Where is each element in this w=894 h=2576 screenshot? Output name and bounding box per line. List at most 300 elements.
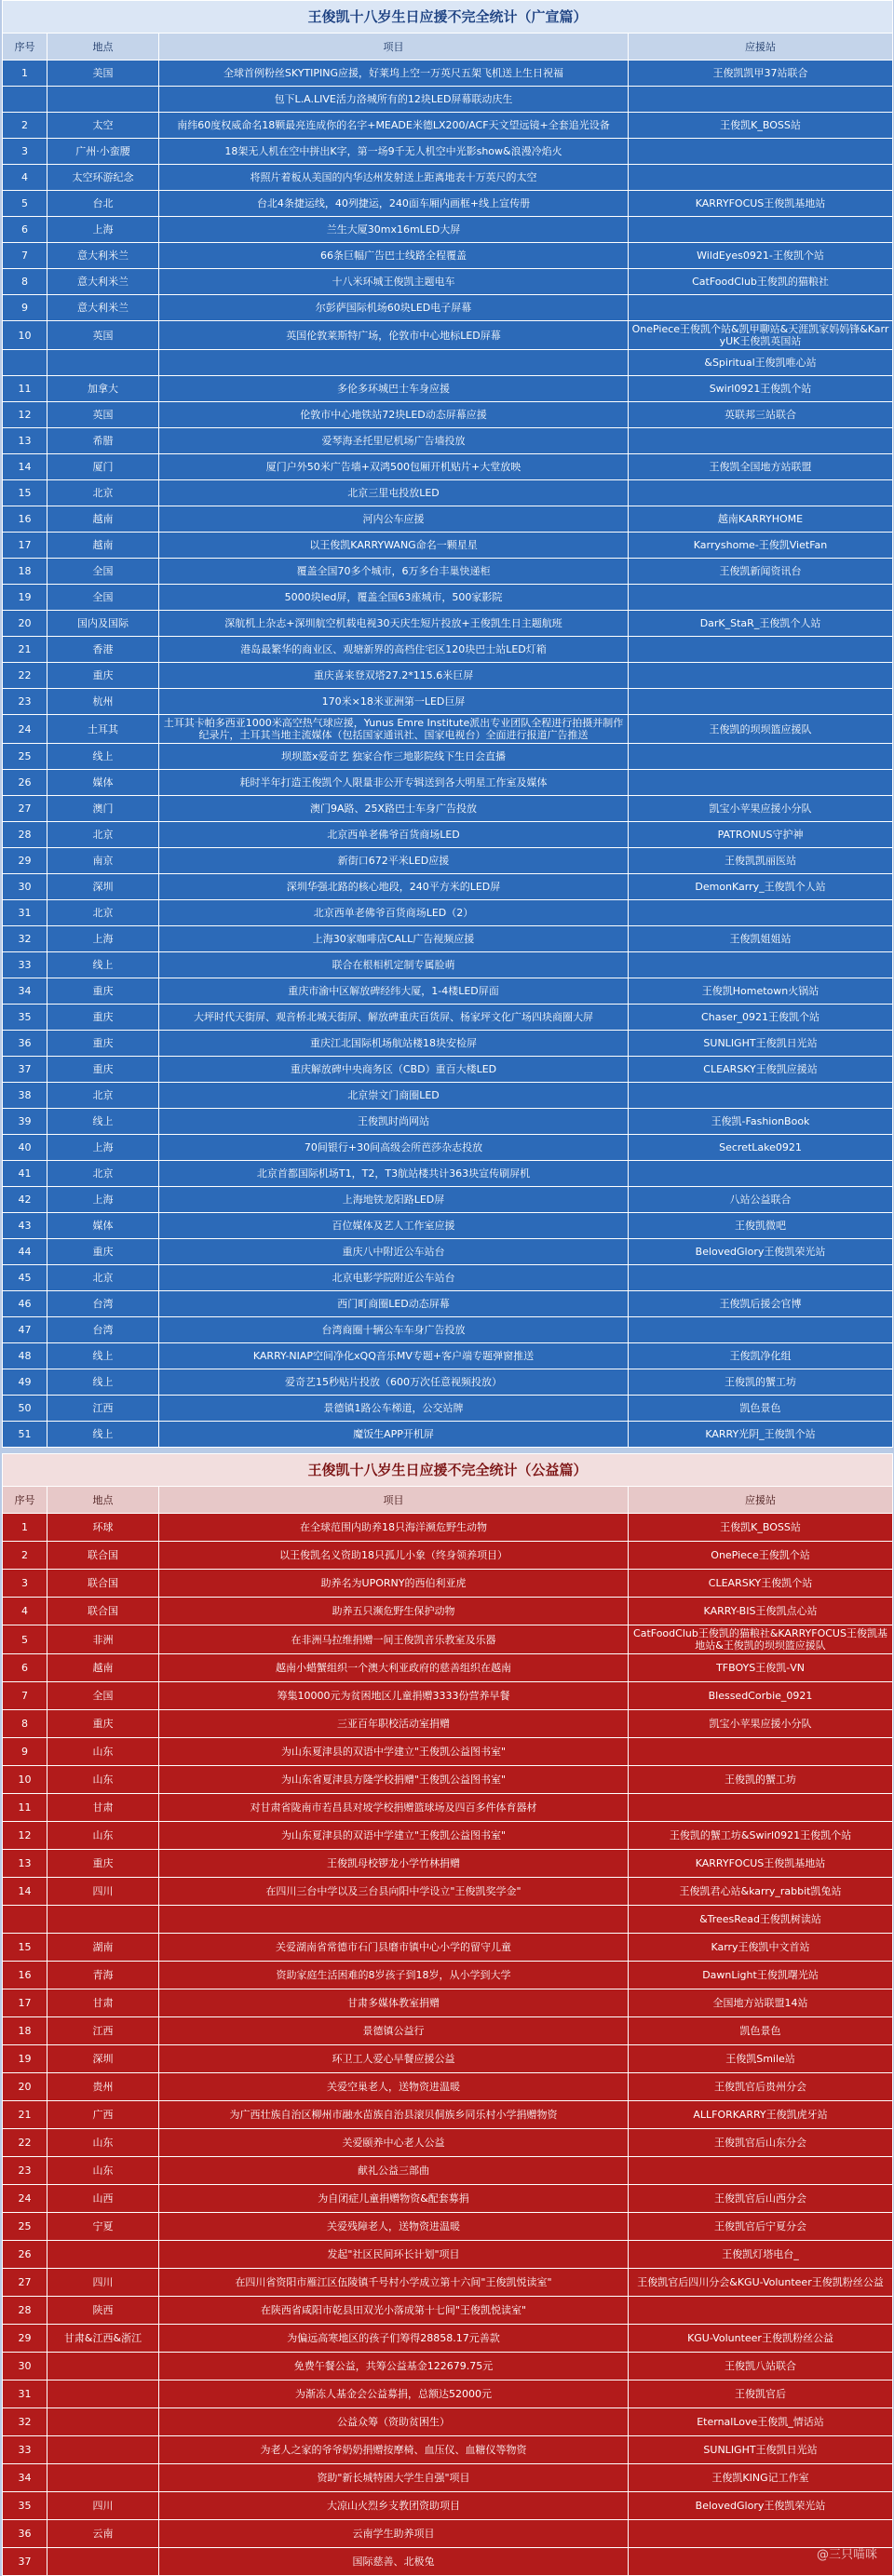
promo-cell-col-station — [629, 217, 893, 243]
promo-cell-col-project: 重庆喜来登双塔27.2*115.6米巨屏 — [159, 663, 629, 689]
charity-cell-col-station: 王俊凯八站联合 — [629, 2353, 893, 2380]
charity-cell-col-index: 6 — [3, 1654, 47, 1682]
charity-cell-col-location — [47, 1906, 159, 1934]
promo-cell-col-location: 线上 — [47, 1369, 159, 1396]
charity-header-col-station: 应援站 — [629, 1487, 893, 1514]
table-row — [3, 165, 893, 191]
promo-cell-col-location: 重庆 — [47, 1057, 159, 1083]
promo-cell-col-index: 49 — [3, 1369, 47, 1396]
table-row — [3, 2045, 893, 2073]
promo-cell-col-location: 北京 — [47, 1265, 159, 1291]
charity-cell-col-index — [3, 1906, 47, 1934]
charity-cell-col-index: 9 — [3, 1738, 47, 1766]
charity-cell-col-station: 王俊凯官后 — [629, 2380, 893, 2408]
charity-cell-col-location: 越南 — [47, 1654, 159, 1682]
table-row — [3, 269, 893, 295]
promo-cell-col-station: CatFoodClub王俊凯的猫粮社 — [629, 269, 893, 295]
promo-cell-col-index: 9 — [3, 295, 47, 321]
charity-cell-col-location — [47, 2353, 159, 2380]
table-row — [3, 1682, 893, 1710]
charity-cell-col-project: 为广西壮族自治区柳州市融水苗族自治县滚贝侗族乡同乐村小学捐赠物资 — [159, 2101, 629, 2129]
charity-cell-col-location: 全国 — [47, 1682, 159, 1710]
table-row — [3, 350, 893, 376]
table-row — [3, 1187, 893, 1213]
promo-cell-col-location: 意大利米兰 — [47, 269, 159, 295]
charity-cell-col-location: 山东 — [47, 2157, 159, 2185]
charity-cell-col-station: 凯色景色 — [629, 2017, 893, 2045]
promo-cell-col-station — [629, 1317, 893, 1343]
charity-cell-col-project: 资助家庭生活困难的8岁孩子到18岁，从小学到大学 — [159, 1962, 629, 1989]
charity-cell-col-station: BlessedCorbie_0921 — [629, 1682, 893, 1710]
promo-cell-col-location: 全国 — [47, 585, 159, 611]
table-row — [3, 1369, 893, 1396]
charity-header-row — [3, 1487, 893, 1514]
promo-cell-col-index: 6 — [3, 217, 47, 243]
charity-cell-col-index: 37 — [3, 2548, 47, 2576]
charity-cell-col-project: 三亚百年职校活动室捐赠 — [159, 1710, 629, 1738]
charity-cell-col-project: 在全球范围内助养18只海洋濒危野生动物 — [159, 1514, 629, 1542]
charity-cell-col-index: 29 — [3, 2325, 47, 2353]
charity-cell-col-index: 18 — [3, 2017, 47, 2045]
promo-cell-col-project: 上海30家咖啡店CALL广告视频应援 — [159, 926, 629, 952]
promo-cell-col-station: 王俊凯净化组 — [629, 1343, 893, 1369]
charity-cell-col-index: 26 — [3, 2241, 47, 2269]
promo-cell-col-project: 覆盖全国70多个城市，6万多台丰巢快递柜 — [159, 559, 629, 585]
promo-cell-col-station: Chaser_0921王俊凯个站 — [629, 1005, 893, 1031]
promo-cell-col-station: 王俊凯Hometown火锅站 — [629, 978, 893, 1005]
charity-cell-col-project: 公益众筹（资助贫困生） — [159, 2408, 629, 2436]
promo-cell-col-location: 重庆 — [47, 663, 159, 689]
promo-cell-col-station: 王俊凯-FashionBook — [629, 1109, 893, 1135]
charity-cell-col-project: 景德镇公益行 — [159, 2017, 629, 2045]
charity-cell-col-index: 4 — [3, 1598, 47, 1625]
promo-cell-col-location: 台湾 — [47, 1291, 159, 1317]
table-row — [3, 796, 893, 822]
promo-cell-col-project: 66条巨幅广告巴士线路全程覆盖 — [159, 243, 629, 269]
charity-cell-col-station — [629, 2297, 893, 2325]
promo-cell-col-index: 43 — [3, 1213, 47, 1239]
promo-cell-col-location: 重庆 — [47, 1005, 159, 1031]
promo-cell-col-station: 王俊凯凯甲37站联合 — [629, 61, 893, 87]
promo-cell-col-location: 杭州 — [47, 689, 159, 715]
charity-cell-col-index: 5 — [3, 1625, 47, 1654]
promo-cell-col-index: 28 — [3, 822, 47, 848]
promo-cell-col-location: 线上 — [47, 1343, 159, 1369]
promo-cell-col-project: 5000块led屏，覆盖全国63座城市，500家影院 — [159, 585, 629, 611]
promo-cell-col-location: 重庆 — [47, 978, 159, 1005]
promo-cell-col-station: WildEyes0921-王俊凯个站 — [629, 243, 893, 269]
promo-cell-col-project: 将照片着板从美国的内华达州发射送上距离地表十万英尺的太空 — [159, 165, 629, 191]
promo-cell-col-index — [3, 87, 47, 113]
promo-cell-col-location: 希腊 — [47, 428, 159, 454]
table-row — [3, 1291, 893, 1317]
promo-cell-col-index: 14 — [3, 454, 47, 480]
promo-cell-col-project: 多伦多环城巴士车身应援 — [159, 376, 629, 402]
table-row — [3, 61, 893, 87]
table-row — [3, 1570, 893, 1598]
promo-cell-col-station: Karryshome-王俊凯VietFan — [629, 533, 893, 559]
promo-cell-col-location: 越南 — [47, 533, 159, 559]
promo-cell-col-station: Swirl0921王俊凯个站 — [629, 376, 893, 402]
table-row — [3, 1934, 893, 1962]
promo-cell-col-index: 46 — [3, 1291, 47, 1317]
table-row — [3, 2325, 893, 2353]
charity-cell-col-index: 36 — [3, 2520, 47, 2548]
charity-cell-col-index: 24 — [3, 2185, 47, 2213]
promo-cell-col-project: 台北4条捷运线，40列捷运，240面车厢内画框+线上宣传册 — [159, 191, 629, 217]
promo-cell-col-project: 大坪时代天街屏、观音桥北城天街屏、解放碑重庆百货屏、杨家坪文化广场四块商圈大屏 — [159, 1005, 629, 1031]
promo-cell-col-index: 11 — [3, 376, 47, 402]
charity-cell-col-project: 以王俊凯名义资助18只孤儿小象（终身领养项目） — [159, 1542, 629, 1570]
table-row — [3, 113, 893, 139]
promo-cell-col-project: 70间银行+30间高级会所芭莎杂志投放 — [159, 1135, 629, 1161]
table-row — [3, 295, 893, 321]
promo-cell-col-project: 伦敦市中心地铁站72块LED动态屏幕应援 — [159, 402, 629, 428]
promo-cell-col-station: &Spiritual王俊凯唯心站 — [629, 350, 893, 376]
table-row — [3, 1542, 893, 1570]
table-row — [3, 1654, 893, 1682]
promo-cell-col-station: 王俊凯新闻资讯台 — [629, 559, 893, 585]
charity-cell-col-station: 王俊凯K_BOSS站 — [629, 1514, 893, 1542]
promo-cell-col-index: 51 — [3, 1422, 47, 1448]
charity-cell-col-location: 山东 — [47, 1766, 159, 1794]
promo-cell-col-project: 重庆江北国际机场航站楼18块安检屏 — [159, 1031, 629, 1057]
table-row — [3, 2353, 893, 2380]
table-row — [3, 1161, 893, 1187]
watermark: @三只喵咪 — [817, 2544, 877, 2562]
promo-cell-col-station: SUNLIGHT王俊凯日光站 — [629, 1031, 893, 1057]
charity-cell-col-index: 14 — [3, 1878, 47, 1906]
promo-cell-col-project: 尔彭萨国际机场60块LED电子屏幕 — [159, 295, 629, 321]
promo-cell-col-index: 15 — [3, 480, 47, 506]
promo-cell-col-index: 44 — [3, 1239, 47, 1265]
charity-cell-col-station: Karry王俊凯中文首站 — [629, 1934, 893, 1962]
promo-cell-col-station: PATRONUS守护神 — [629, 822, 893, 848]
promo-cell-col-index: 48 — [3, 1343, 47, 1369]
charity-title: 王俊凯十八岁生日应援不完全统计（公益篇） — [3, 1454, 893, 1487]
table-row — [3, 1962, 893, 1989]
charity-cell-col-project: 助养名为UPORNY的西伯利亚虎 — [159, 1570, 629, 1598]
table-row — [3, 191, 893, 217]
charity-cell-col-index: 19 — [3, 2045, 47, 2073]
table-row — [3, 1514, 893, 1542]
charity-cell-col-location: 山西 — [47, 2185, 159, 2213]
promo-cell-col-index: 8 — [3, 269, 47, 295]
table-row — [3, 454, 893, 480]
promo-cell-col-project: 重庆市渝中区解放碑经纬大厦，1-4楼LED屏面 — [159, 978, 629, 1005]
promo-cell-col-project: 南纬60度权威命名18颗最亮连成你的名字+MEADE米德LX200/ACF天文望远镜+全套追光设备 — [159, 113, 629, 139]
promo-cell-col-location: 香港 — [47, 637, 159, 663]
charity-cell-col-station: 王俊凯的蟹工坊 — [629, 1766, 893, 1794]
promo-cell-col-location: 澳门 — [47, 796, 159, 822]
charity-cell-col-station: BelovedGlory王俊凯荣光站 — [629, 2492, 893, 2520]
promo-cell-col-location: 越南 — [47, 506, 159, 533]
promo-title: 王俊凯十八岁生日应援不完全统计（广宣篇） — [3, 1, 893, 34]
charity-cell-col-index: 23 — [3, 2157, 47, 2185]
promo-cell-col-location: 媒体 — [47, 770, 159, 796]
charity-cell-col-project: 在四川三台中学以及三台县向阳中学设立"王俊凯奖学金" — [159, 1878, 629, 1906]
charity-cell-col-location: 四川 — [47, 2492, 159, 2520]
table-row — [3, 506, 893, 533]
promo-cell-col-index: 17 — [3, 533, 47, 559]
promo-cell-col-index: 50 — [3, 1396, 47, 1422]
table-row — [3, 689, 893, 715]
table-row — [3, 822, 893, 848]
charity-cell-col-location: 陕西 — [47, 2297, 159, 2325]
promo-cell-col-project: 北京三里屯投放LED — [159, 480, 629, 506]
promo-cell-col-location: 意大利米兰 — [47, 295, 159, 321]
charity-cell-col-location: 山东 — [47, 2129, 159, 2157]
promo-cell-col-location: 江西 — [47, 1396, 159, 1422]
promo-cell-col-station — [629, 1083, 893, 1109]
promo-cell-col-location: 台北 — [47, 191, 159, 217]
charity-cell-col-project: 在陕西省咸阳市乾县田双光小落成第十七间"王俊凯悦读室" — [159, 2297, 629, 2325]
charity-cell-col-station: CLEARSKY王俊凯个站 — [629, 1570, 893, 1598]
table-row — [3, 1625, 893, 1654]
promo-cell-col-station: 王俊凯全国地方站联盟 — [629, 454, 893, 480]
charity-cell-col-project: 为自闭症儿童捐赠物资&配套募捐 — [159, 2185, 629, 2213]
charity-cell-col-station — [629, 2157, 893, 2185]
table-row — [3, 2436, 893, 2464]
charity-cell-col-location: 宁夏 — [47, 2213, 159, 2241]
promo-cell-col-station — [629, 689, 893, 715]
charity-cell-col-location: 山东 — [47, 1822, 159, 1850]
charity-cell-col-location — [47, 2464, 159, 2492]
table-row — [3, 1766, 893, 1794]
charity-cell-col-project: 关爱颐养中心老人公益 — [159, 2129, 629, 2157]
charity-cell-col-station: EternalLove王俊凯_情话站 — [629, 2408, 893, 2436]
promo-cell-col-station: OnePiece王俊凯个站&凯甲聊站&天涯凯家妈妈锋&KarryUK王俊凯英国站 — [629, 321, 893, 350]
promo-cell-col-index: 4 — [3, 165, 47, 191]
table-row — [3, 376, 893, 402]
charity-cell-col-index: 30 — [3, 2353, 47, 2380]
charity-cell-col-project: 为山东省夏津县方隆学校捐赠"王俊凯公益图书室" — [159, 1766, 629, 1794]
promo-cell-col-station: 王俊凯K_BOSS站 — [629, 113, 893, 139]
promo-cell-col-project: 18架无人机在空中拼出K字，第一场9千无人机空中光影show&浪漫冷焰火 — [159, 139, 629, 165]
charity-cell-col-location: 重庆 — [47, 1710, 159, 1738]
charity-cell-col-location: 湖南 — [47, 1934, 159, 1962]
table-row — [3, 1213, 893, 1239]
promo-cell-col-location: 英国 — [47, 321, 159, 350]
charity-cell-col-project: 为渐冻人基金会公益募捐，总额达52000元 — [159, 2380, 629, 2408]
promo-cell-col-project: 魔饭生APP开机屏 — [159, 1422, 629, 1448]
promo-cell-col-project — [159, 350, 629, 376]
table-row — [3, 1822, 893, 1850]
promo-cell-col-location: 广州·小蛮腰 — [47, 139, 159, 165]
promo-cell-col-index: 13 — [3, 428, 47, 454]
promo-cell-col-station — [629, 480, 893, 506]
charity-cell-col-index: 15 — [3, 1934, 47, 1962]
charity-cell-col-index: 35 — [3, 2492, 47, 2520]
promo-cell-col-index: 5 — [3, 191, 47, 217]
promo-cell-col-station — [629, 1161, 893, 1187]
table-row — [3, 874, 893, 900]
charity-cell-col-location: 重庆 — [47, 1850, 159, 1878]
promo-cell-col-index: 1 — [3, 61, 47, 87]
charity-cell-col-station: TFBOYS王俊凯-VN — [629, 1654, 893, 1682]
promo-cell-col-project: 重庆八中附近公车站台 — [159, 1239, 629, 1265]
table-row — [3, 217, 893, 243]
charity-cell-col-location: 广西 — [47, 2101, 159, 2129]
charity-cell-col-index: 25 — [3, 2213, 47, 2241]
promo-cell-col-index: 35 — [3, 1005, 47, 1031]
promo-cell-col-index: 3 — [3, 139, 47, 165]
promo-cell-col-project: 十八米环城王俊凯主题电车 — [159, 269, 629, 295]
table-row — [3, 1005, 893, 1031]
promo-cell-col-station: 王俊凯凯丽医站 — [629, 848, 893, 874]
charity-cell-col-location: 甘肃 — [47, 1989, 159, 2017]
table-row — [3, 1794, 893, 1822]
table-row — [3, 2241, 893, 2269]
table-row — [3, 480, 893, 506]
charity-cell-col-station — [629, 1794, 893, 1822]
promo-cell-col-project: 全球首例粉丝SKYTIPING应援，好莱坞上空一万英尺五架飞机送上生日祝福 — [159, 61, 629, 87]
table-row — [3, 1710, 893, 1738]
table-row — [3, 1031, 893, 1057]
promo-cell-col-index: 26 — [3, 770, 47, 796]
promo-cell-col-station — [629, 139, 893, 165]
charity-cell-col-location: 四川 — [47, 1878, 159, 1906]
charity-header-col-location: 地点 — [47, 1487, 159, 1514]
promo-cell-col-index: 20 — [3, 611, 47, 637]
charity-cell-col-station: 王俊凯君心站&karry_rabbit凯兔站 — [629, 1878, 893, 1906]
promo-cell-col-project: 澳门9A路、25X路巴士车身广告投放 — [159, 796, 629, 822]
promo-cell-col-station: 凯宝小苹果应援小分队 — [629, 796, 893, 822]
promo-cell-col-location: 上海 — [47, 926, 159, 952]
promo-cell-col-station — [629, 744, 893, 770]
charity-cell-col-index: 12 — [3, 1822, 47, 1850]
promo-cell-col-index: 2 — [3, 113, 47, 139]
promo-cell-col-project: 新街口672平米LED应援 — [159, 848, 629, 874]
promo-cell-col-index: 18 — [3, 559, 47, 585]
charity-cell-col-index: 27 — [3, 2269, 47, 2297]
promo-cell-col-station: KARRY光阴_王俊凯个站 — [629, 1422, 893, 1448]
promo-cell-col-location: 北京 — [47, 1083, 159, 1109]
table-row — [3, 1083, 893, 1109]
promo-cell-col-project: 包下L.A.LIVE活力洛城所有的12块LED屏幕联动庆生 — [159, 87, 629, 113]
promo-cell-col-location: 太空环游纪念 — [47, 165, 159, 191]
promo-cell-col-index: 24 — [3, 715, 47, 744]
promo-cell-col-location: 线上 — [47, 952, 159, 978]
promo-cell-col-location: 媒体 — [47, 1213, 159, 1239]
charity-cell-col-location: 江西 — [47, 2017, 159, 2045]
promo-cell-col-project: 英国伦敦莱斯特广场，伦敦市中心地标LED屏幕 — [159, 321, 629, 350]
table-row — [3, 952, 893, 978]
table-row — [3, 715, 893, 744]
charity-cell-col-index: 32 — [3, 2408, 47, 2436]
promo-cell-col-project: 西门町商圈LED动态屏幕 — [159, 1291, 629, 1317]
charity-header-col-project: 项目 — [159, 1487, 629, 1514]
table-row — [3, 2213, 893, 2241]
promo-cell-col-project: 重庆解放碑中央商务区（CBD）重百大楼LED — [159, 1057, 629, 1083]
table-row — [3, 559, 893, 585]
table-row — [3, 533, 893, 559]
promo-cell-col-location: 北京 — [47, 480, 159, 506]
table-row — [3, 2129, 893, 2157]
charity-cell-col-station: 王俊凯官后宁夏分会 — [629, 2213, 893, 2241]
promo-cell-col-index: 23 — [3, 689, 47, 715]
charity-cell-col-project: 筹集10000元为贫困地区儿童捐赠3333份营养早餐 — [159, 1682, 629, 1710]
promo-cell-col-project: 北京西单老佛爷百货商场LED — [159, 822, 629, 848]
promo-cell-col-station: 王俊凯姐姐站 — [629, 926, 893, 952]
table-row — [3, 2185, 893, 2213]
table-row — [3, 2464, 893, 2492]
charity-cell-col-index: 3 — [3, 1570, 47, 1598]
promo-cell-col-project: 联合在根相机定制专属脸萌 — [159, 952, 629, 978]
table-row — [3, 1317, 893, 1343]
promo-cell-col-location: 意大利米兰 — [47, 243, 159, 269]
promo-cell-col-location: 厦门 — [47, 454, 159, 480]
promo-cell-col-project: 兰生大厦30mx16mLED大屏 — [159, 217, 629, 243]
charity-cell-col-station: 王俊凯Smile站 — [629, 2045, 893, 2073]
charity-cell-col-location: 深圳 — [47, 2045, 159, 2073]
promo-cell-col-location — [47, 350, 159, 376]
promo-cell-col-project: 北京首都国际机场T1，T2，T3航站楼共计363块宣传刷屏机 — [159, 1161, 629, 1187]
promo-cell-col-index: 37 — [3, 1057, 47, 1083]
promo-cell-col-station: 八站公益联合 — [629, 1187, 893, 1213]
charity-cell-col-station: KARRYFOCUS王俊凯基地站 — [629, 1850, 893, 1878]
charity-cell-col-project: 关爱空巢老人，送物资进温暖 — [159, 2073, 629, 2101]
charity-cell-col-station: KGU-Volunteer王俊凯粉丝公益 — [629, 2325, 893, 2353]
charity-cell-col-project: 云南学生助养项目 — [159, 2520, 629, 2548]
promo-header-col-station: 应援站 — [629, 34, 893, 61]
charity-cell-col-project: 甘肃多媒体教室捐赠 — [159, 1989, 629, 2017]
promo-cell-col-location: 上海 — [47, 1187, 159, 1213]
charity-cell-col-project: 为山东夏津县的双语中学建立"王俊凯公益图书室" — [159, 1822, 629, 1850]
charity-cell-col-index: 21 — [3, 2101, 47, 2129]
promo-cell-col-station — [629, 637, 893, 663]
promo-cell-col-index: 7 — [3, 243, 47, 269]
table-row — [3, 1057, 893, 1083]
promo-cell-col-station: DarK_StaR_王俊凯个人站 — [629, 611, 893, 637]
charity-cell-col-index: 17 — [3, 1989, 47, 2017]
charity-cell-col-station: 王俊凯KING记工作室 — [629, 2464, 893, 2492]
charity-header-col-index: 序号 — [3, 1487, 47, 1514]
table-row — [3, 2269, 893, 2297]
promo-cell-col-location: 南京 — [47, 848, 159, 874]
table-row — [3, 663, 893, 689]
promo-cell-col-station: 王俊凯的蟹工坊 — [629, 1369, 893, 1396]
table-row — [3, 2157, 893, 2185]
table-row — [3, 139, 893, 165]
promo-cell-col-station — [629, 1265, 893, 1291]
promo-cell-col-project: 爱琴海圣托里尼机场广告墙投放 — [159, 428, 629, 454]
charity-cell-col-location: 甘肃 — [47, 1794, 159, 1822]
charity-cell-col-location: 非洲 — [47, 1625, 159, 1654]
table-row — [3, 1906, 893, 1934]
promo-cell-col-project: 北京西单老佛爷百货商场LED（2） — [159, 900, 629, 926]
promo-cell-col-location: 北京 — [47, 900, 159, 926]
charity-cell-col-location — [47, 2241, 159, 2269]
promo-cell-col-project: 以王俊凯KARRYWANG命名一颗星星 — [159, 533, 629, 559]
promo-cell-col-location: 线上 — [47, 1109, 159, 1135]
table-row — [3, 2297, 893, 2325]
charity-cell-col-station — [629, 1738, 893, 1766]
promo-cell-col-project: 王俊凯时尚网站 — [159, 1109, 629, 1135]
promo-cell-col-station: 王俊凯微吧 — [629, 1213, 893, 1239]
charity-cell-col-index: 22 — [3, 2129, 47, 2157]
charity-cell-col-location: 青海 — [47, 1962, 159, 1989]
charity-cell-col-station: ALLFORKARRY王俊凯虎牙站 — [629, 2101, 893, 2129]
table-row — [3, 1109, 893, 1135]
table-row — [3, 744, 893, 770]
charity-cell-col-index: 7 — [3, 1682, 47, 1710]
charity-cell-col-project: 大凉山火烈乡支教团资助项目 — [159, 2492, 629, 2520]
charity-cell-col-index: 11 — [3, 1794, 47, 1822]
promo-cell-col-location: 北京 — [47, 822, 159, 848]
promo-cell-col-project: 厦门户外50米广告墙+双鸿500包厢开机贴片+大堂放映 — [159, 454, 629, 480]
charity-cell-col-station: 凯宝小苹果应援小分队 — [629, 1710, 893, 1738]
